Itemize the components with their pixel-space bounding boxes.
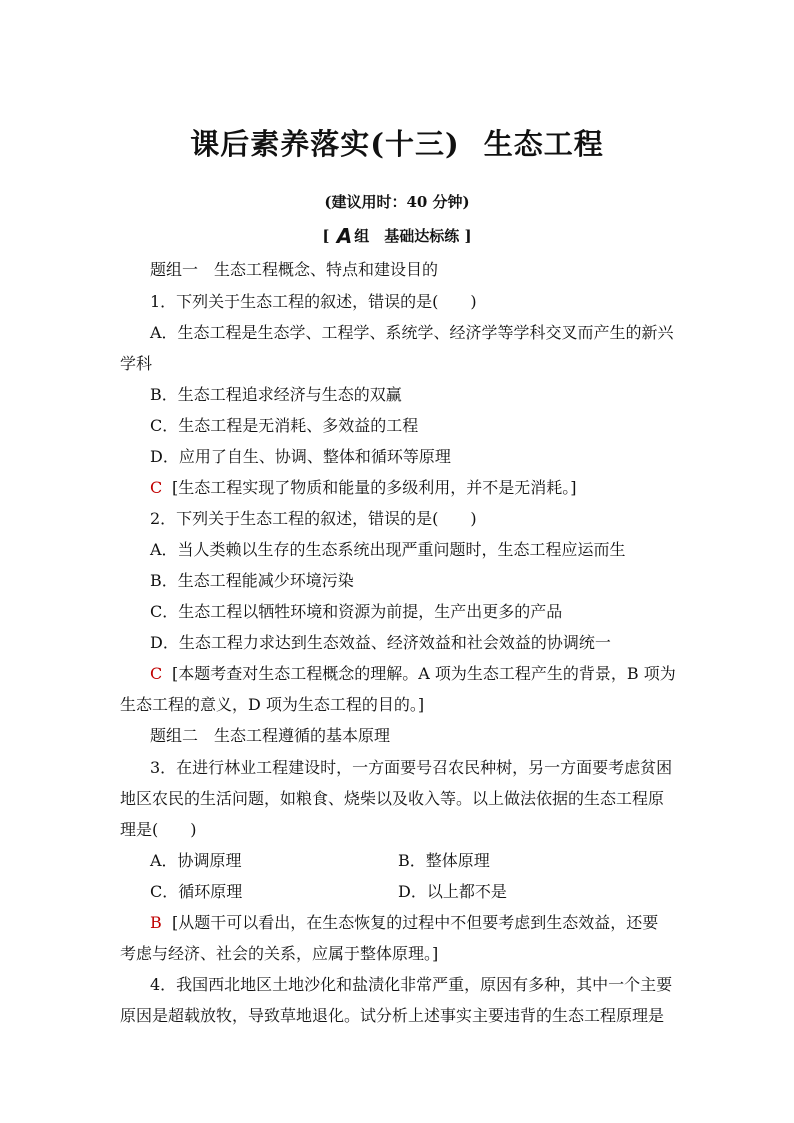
answer-letter: C	[150, 478, 163, 497]
group-label	[0, 224, 794, 248]
group-text: 组 基础达标练	[354, 227, 460, 245]
section-heading: 题组二 生态工程遵循的基本原理	[150, 726, 391, 745]
option-b: B．生态工程追求经济与生态的双赢	[150, 385, 402, 404]
question-stem-continued: 地区农民的生活问题，如粮食、烧柴以及收入等。以上做法依据的生态工程原	[120, 789, 665, 808]
option-b: B．整体原理	[398, 851, 490, 870]
option-d: D．以上都不是	[398, 882, 507, 901]
question-stem-continued: 原因是超载放牧，导致草地退化。试分析上述事实主要违背的生态工程原理是	[120, 1006, 665, 1025]
explanation-continued: 生态工程的意义，D 项为生态工程的目的。]	[120, 695, 425, 714]
option-c: C．生态工程以牺牲环境和资源为前提，生产出更多的产品	[150, 602, 563, 621]
group-bracket-close: ]	[464, 227, 472, 245]
title-topic: 生态工程	[483, 127, 604, 161]
option-a-continued: 学科	[120, 354, 153, 373]
question-stem-continued: 理是( )	[120, 820, 197, 839]
answer-explanation	[150, 913, 680, 933]
explanation-text: [本题考查对生态工程概念的理解。A 项为生态工程产生的背景，B 项为	[172, 664, 676, 683]
time-note: (建议用时：40 分钟)	[324, 193, 470, 211]
group-letter: A	[336, 224, 353, 248]
page-title	[0, 122, 794, 163]
group-bracket-open: [	[322, 227, 330, 245]
question-stem: 1．下列关于生态工程的叙述，错误的是( )	[150, 292, 477, 311]
option-a: A．生态工程是生态学、工程学、系统学、经济学等学科交叉而产生的新兴	[150, 323, 674, 342]
option-c: C．生态工程是无消耗、多效益的工程	[150, 416, 419, 435]
answer-explanation	[150, 478, 680, 498]
question-stem: 4．我国西北地区土地沙化和盐渍化非常严重，原因有多种，其中一个主要	[150, 975, 673, 994]
explanation-text: [生态工程实现了物质和能量的多级利用，并不是无消耗。]	[172, 478, 577, 497]
question-stem: 2．下列关于生态工程的叙述，错误的是( )	[150, 509, 477, 528]
answer-letter: B	[150, 913, 162, 932]
answer-explanation	[150, 664, 680, 684]
option-a: A．协调原理	[150, 851, 242, 870]
explanation-continued: 考虑与经济、社会的关系，应属于整体原理。]	[120, 944, 439, 963]
question-stem: 3．在进行林业工程建设时，一方面要号召农民种树，另一方面要考虑贫困	[150, 758, 673, 777]
option-d: D．应用了自生、协调、整体和循环等原理	[150, 447, 451, 466]
option-d: D．生态工程力求达到生态效益、经济效益和社会效益的协调统一	[150, 633, 611, 652]
option-a: A．当人类赖以生存的生态系统出现严重问题时，生态工程应运而生	[150, 540, 626, 559]
answer-letter: C	[150, 664, 163, 683]
explanation-text: [从题干可以看出，在生态恢复的过程中不但要考虑到生态效益，还要	[172, 913, 659, 932]
option-c: C．循环原理	[150, 882, 243, 901]
title-main: 课后素养落实(十三)	[190, 127, 460, 161]
option-b: B．生态工程能减少环境污染	[150, 571, 354, 590]
section-heading: 题组一 生态工程概念、特点和建设目的	[150, 260, 439, 279]
